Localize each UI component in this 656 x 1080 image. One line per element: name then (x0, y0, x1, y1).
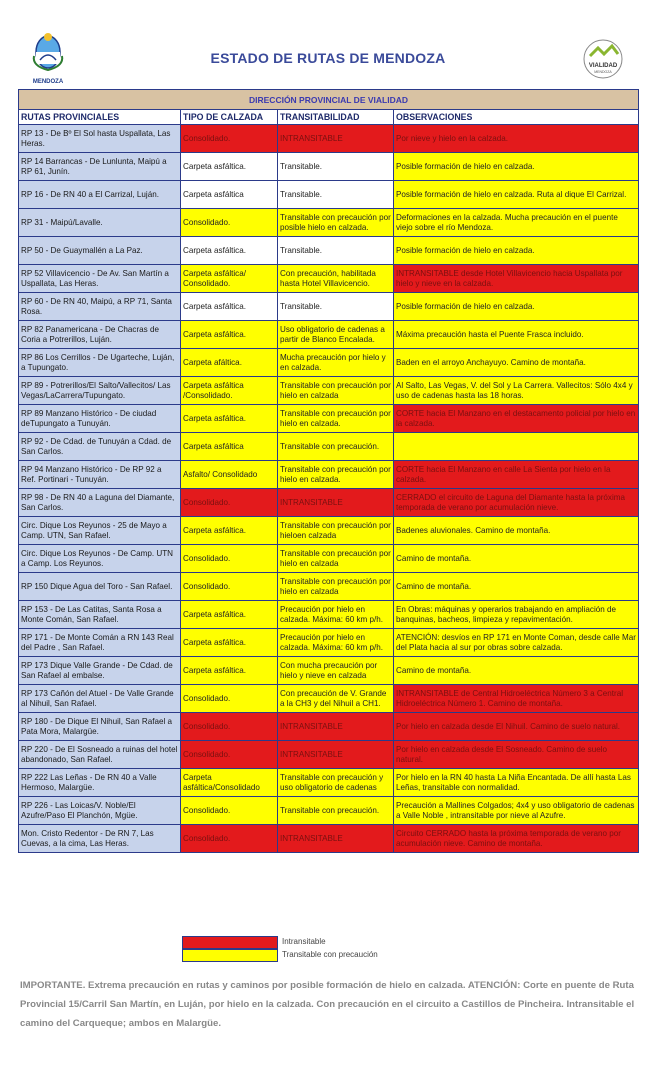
observaciones-cell: Camino de montaña. (394, 545, 639, 573)
observaciones-cell: Por nieve y hielo en la calzada. (394, 125, 639, 153)
observaciones-cell: Posible formación de hielo en calzada. (394, 293, 639, 321)
route-cell: RP 94 Manzano Histórico - De RP 92 a Ref. Portinari - Tunuyán. (19, 461, 181, 489)
observaciones-cell: Camino de montaña. (394, 657, 639, 685)
observaciones-cell: CERRADO el circuito de Laguna del Diamante hasta la próxima temporada de verano por acumulación nieve. (394, 489, 639, 517)
table-row (19, 601, 639, 629)
route-cell: RP 89 Manzano Histórico - De ciudad deTupungato a Tunuyán. (19, 405, 181, 433)
table-row (19, 237, 639, 265)
transitabilidad-cell: Transitable con precaución por hieloen calzada (278, 517, 394, 545)
route-cell: RP 50 - De Guaymallén a La Paz. (19, 237, 181, 265)
route-cell: RP 171 - De Monte Comán a RN 143 Real del Padre , San Rafael. (19, 629, 181, 657)
transitabilidad-cell: INTRANSITABLE (278, 713, 394, 741)
transitabilidad-cell: INTRANSITABLE (278, 741, 394, 769)
header-observaciones: OBSERVACIONES (394, 110, 639, 125)
observaciones-cell: En Obras: máquinas y operarios trabajando en ampliación de banquinas, bacheos, limpieza y repavimentación. (394, 601, 639, 629)
calzada-cell: Consolidado. (181, 489, 278, 517)
table-row (19, 433, 639, 461)
route-cell: Mon. Cristo Redentor - De RN 7, Las Cuevas, a la cima, Las Heras. (19, 825, 181, 853)
right-logo-text: VIALIDAD (588, 63, 618, 69)
calzada-cell: Carpeta asfáltica /Consolidado. (181, 377, 278, 405)
table-row (19, 685, 639, 713)
calzada-cell: Carpeta asfáltica/ Consolidado. (181, 265, 278, 293)
table-row (19, 741, 639, 769)
observaciones-cell: CORTE hacia El Manzano en calle La Sienta por hielo en la calzada. (394, 461, 639, 489)
calzada-cell: Consolidado. (181, 685, 278, 713)
table-band-title: DIRECCIÓN PROVINCIAL DE VIALIDAD (19, 90, 639, 110)
observaciones-cell: Posible formación de hielo en calzada. (394, 237, 639, 265)
legend-label: Transitable con precaución (282, 950, 378, 959)
calzada-cell: Carpeta asfáltica. (181, 153, 278, 181)
transitabilidad-cell: Uso obligatorio de cadenas a partir de Blanco Encalada. (278, 321, 394, 349)
calzada-cell: Consolidado. (181, 209, 278, 237)
table-row (19, 153, 639, 181)
route-cell: Circ. Dique Los Reyunos - De Camp. UTN a Camp. Los Reyunos. (19, 545, 181, 573)
transitabilidad-cell: Precaución por hielo en calzada. Máxima: 60 km p/h. (278, 629, 394, 657)
transitabilidad-cell: Transitable con precaución por posible hielo en calzada. (278, 209, 394, 237)
table-row (19, 181, 639, 209)
calzada-cell: Consolidado. (181, 125, 278, 153)
route-cell: RP 150 Dique Agua del Toro - San Rafael. (19, 573, 181, 601)
observaciones-cell: Camino de montaña. (394, 573, 639, 601)
transitabilidad-cell: Transitable con precaución por hielo en calzada (278, 545, 394, 573)
route-cell: RP 222 Las Leñas - De RN 40 a Valle Hermoso, Malargüe. (19, 769, 181, 797)
calzada-cell: Carpeta asfáltica. (181, 237, 278, 265)
route-cell: RP 226 - Las Loicas/V. Noble/El Azufre/Paso El Planchón, Mgüe. (19, 797, 181, 825)
route-cell: RP 153 - De Las Catitas, Santa Rosa a Monte Comán, San Rafael. (19, 601, 181, 629)
calzada-cell: Consolidado. (181, 797, 278, 825)
observaciones-cell: Por hielo en calzada desde El Sosneado. Camino de suelo natural. (394, 741, 639, 769)
table-header-row (19, 110, 639, 125)
table-row (19, 293, 639, 321)
header-transitabilidad: TRANSITABILIDAD (278, 110, 394, 125)
transitabilidad-cell: Mucha precaución por hielo y en calzada. (278, 349, 394, 377)
observaciones-cell: Al Salto, Las Vegas, V. del Sol y La Carrera. Vallecitos: Sólo 4x4 y uso de cadenas hasta las 18 horas. (394, 377, 639, 405)
calzada-cell: Consolidado. (181, 545, 278, 573)
legend-swatch-precaucion (182, 949, 278, 962)
legend-swatch-intransitable (182, 936, 278, 949)
transitabilidad-cell: Transitable con precaución. (278, 797, 394, 825)
route-cell: RP 89 - Potrerillos/El Salto/Vallecitos/ Las Vegas/LaCarrera/Tupungato. (19, 377, 181, 405)
vialidad-logo (578, 38, 628, 80)
observaciones-cell: Baden en el arroyo Anchayuyo. Camino de montaña. (394, 349, 639, 377)
transitabilidad-cell: INTRANSITABLE (278, 489, 394, 517)
table-row (19, 125, 639, 153)
table-row (19, 489, 639, 517)
table-row (19, 573, 639, 601)
table-row (19, 321, 639, 349)
route-cell: RP 16 - De RN 40 a El Carrizal, Luján. (19, 181, 181, 209)
observaciones-cell: Deformaciones en la calzada. Mucha precaución en el puente viejo sobre el río Mendoza. (394, 209, 639, 237)
table-row (19, 713, 639, 741)
calzada-cell: Carpeta asfáltica. (181, 629, 278, 657)
page-title: ESTADO DE RUTAS DE MENDOZA (210, 50, 446, 66)
legend (182, 936, 482, 962)
table-row (19, 545, 639, 573)
transitabilidad-cell: Transitable. (278, 153, 394, 181)
route-cell: RP 173 Cañón del Atuel - De Valle Grande al Nihuil, San Rafael. (19, 685, 181, 713)
observaciones-cell: Precaución a Mallines Colgados; 4x4 y uso obligatorio de cadenas a Valle Noble , intransitable por nieve al Azufre. (394, 797, 639, 825)
table-row (19, 377, 639, 405)
table-row (19, 405, 639, 433)
transitabilidad-cell: Transitable. (278, 237, 394, 265)
legend-item (182, 949, 482, 962)
calzada-cell: Carpeta asfáltica/Consolidado (181, 769, 278, 797)
route-cell: RP 173 Dique Valle Grande - De Cdad. de San Rafael al embalse. (19, 657, 181, 685)
route-cell: RP 180 - De Dique El Nihuil, San Rafael a Pata Mora, Malargüe. (19, 713, 181, 741)
transitabilidad-cell: Transitable con precaución por hielo en calzada (278, 573, 394, 601)
transitabilidad-cell: Transitable con precaución y uso obligatorio de cadenas (278, 769, 394, 797)
table-row (19, 209, 639, 237)
route-cell: RP 98 - De RN 40 a Laguna del Diamante, San Carlos. (19, 489, 181, 517)
calzada-cell: Carpeta asfáltica. (181, 601, 278, 629)
transitabilidad-cell: INTRANSITABLE (278, 825, 394, 853)
calzada-cell: Consolidado. (181, 573, 278, 601)
observaciones-cell: CORTE hacia El Manzano en el destacamento policial por hielo en la calzada. (394, 405, 639, 433)
observaciones-cell: Posible formación de hielo en calzada. (394, 153, 639, 181)
calzada-cell: Carpeta asfáltica (181, 433, 278, 461)
table-row (19, 629, 639, 657)
table-row (19, 797, 639, 825)
table-row (19, 657, 639, 685)
observaciones-cell: INTRANSITABLE desde Hotel Villavicencio hacia Uspallata por hielo y nieve en la calzada. (394, 265, 639, 293)
calzada-cell: Carpeta asfáltica. (181, 321, 278, 349)
transitabilidad-cell: Transitable con precaución por hielo en calzada (278, 377, 394, 405)
route-cell: RP 82 Panamericana - De Chacras de Coria a Potrerillos, Luján. (19, 321, 181, 349)
calzada-cell: Carpeta asfáltica (181, 181, 278, 209)
calzada-cell: Asfalto/ Consolidado (181, 461, 278, 489)
right-logo-subtext: MENDOZA (594, 70, 612, 74)
calzada-cell: Carpeta afáltica. (181, 349, 278, 377)
transitabilidad-cell: Transitable con precaución. (278, 433, 394, 461)
vialidad-logo-icon (578, 38, 628, 80)
route-cell: Circ. Dique Los Reyunos - 25 de Mayo a Camp. UTN, San Rafael. (19, 517, 181, 545)
transitabilidad-cell: Transitable con precaución por hielo en calzada. (278, 461, 394, 489)
routes-table (18, 89, 639, 853)
header-rutas: RUTAS PROVINCIALES (19, 110, 181, 125)
important-note: IMPORTANTE. Extrema precaución en rutas y caminos por posible formación de hielo en calzada. ATENCIÓN: Corte en puente de Ruta Provincial 15/Carril San Martín, en Luján, por hielo en la calzada. Con precaución en el circuito a Castillos de Pincheira. Intransitable el camino del Carqueque; ambos en Malargüe. (20, 980, 635, 1029)
observaciones-cell: Por hielo en calzada desde El Nihuil. Camino de suelo natural. (394, 713, 639, 741)
calzada-cell: Consolidado. (181, 741, 278, 769)
transitabilidad-cell: Con precaución de V. Grande a la CH3 y del Nihuil a CH1. (278, 685, 394, 713)
legend-item (182, 936, 482, 949)
left-logo-text: MENDOZA (32, 79, 64, 85)
calzada-cell: Carpeta asfáltica. (181, 657, 278, 685)
transitabilidad-cell: Transitable. (278, 181, 394, 209)
table-row (19, 265, 639, 293)
transitabilidad-cell: Transitable. (278, 293, 394, 321)
calzada-cell: Carpeta asfáltica. (181, 517, 278, 545)
transitabilidad-cell: Con mucha precaución por hielo y nieve en calzada (278, 657, 394, 685)
observaciones-cell: ATENCIÓN: desvíos en RP 171 en Monte Coman, desde calle Mar del Plata hacia al sur por obras sobre calzada. (394, 629, 639, 657)
observaciones-cell: Por hielo en la RN 40 hasta La Niña Encantada. De allí hasta Las Leñas, transitable con normalidad. (394, 769, 639, 797)
observaciones-cell: INTRANSITABLE de Central Hidroeléctrica Número 3 a Central Hidroeléctrica Número 1. Camino de montaña. (394, 685, 639, 713)
table-row (19, 825, 639, 853)
route-cell: RP 220 - De El Sosneado a ruinas del hotel abandonado, San Rafael. (19, 741, 181, 769)
route-cell: RP 86 Los Cerrillos - De Ugarteche, Luján, a Tupungato. (19, 349, 181, 377)
transitabilidad-cell: INTRANSITABLE (278, 125, 394, 153)
observaciones-cell: Posible formación de hielo en calzada. Ruta al dique El Carrizal. (394, 181, 639, 209)
table-row (19, 349, 639, 377)
route-cell: RP 14 Barrancas - De Lunlunta, Maipú a RP 61, Junín. (19, 153, 181, 181)
table-row (19, 769, 639, 797)
calzada-cell: Carpeta asfáltica. (181, 405, 278, 433)
route-cell: RP 60 - De RN 40, Maipú, a RP 71, Santa Rosa. (19, 293, 181, 321)
observaciones-cell: Circuito CERRADO hasta la próxima temporada de verano por acumulación nieve. Camino de montaña. (394, 825, 639, 853)
transitabilidad-cell: Precaución por hielo en calzada. Máxima: 60 km p/h. (278, 601, 394, 629)
calzada-cell: Carpeta asfáltica. (181, 293, 278, 321)
observaciones-cell (394, 433, 639, 461)
table-row (19, 517, 639, 545)
header-tipo-calzada: TIPO DE CALZADA (181, 110, 278, 125)
route-cell: RP 31 - Maipú/Lavalle. (19, 209, 181, 237)
route-cell: RP 13 - De Bº El Sol hasta Uspallata, Las Heras. (19, 125, 181, 153)
transitabilidad-cell: Transitable con precaución por hielo en calzada. (278, 405, 394, 433)
route-cell: RP 52 Villavicencio - De Av. San Martín a Uspallata, Las Heras. (19, 265, 181, 293)
transitabilidad-cell: Con precaución, habilitada hasta Hotel Villavicencio. (278, 265, 394, 293)
observaciones-cell: Badenes aluvionales. Camino de montaña. (394, 517, 639, 545)
route-cell: RP 92 - De Cdad. de Tunuyán a Cdad. de San Carlos. (19, 433, 181, 461)
calzada-cell: Consolidado. (181, 825, 278, 853)
calzada-cell: Consolidado. (181, 713, 278, 741)
table-band-row (19, 90, 639, 110)
legend-label: Intransitable (282, 937, 326, 946)
table-row (19, 461, 639, 489)
observaciones-cell: Máxima precaución hasta el Puente Frasca incluido. (394, 321, 639, 349)
